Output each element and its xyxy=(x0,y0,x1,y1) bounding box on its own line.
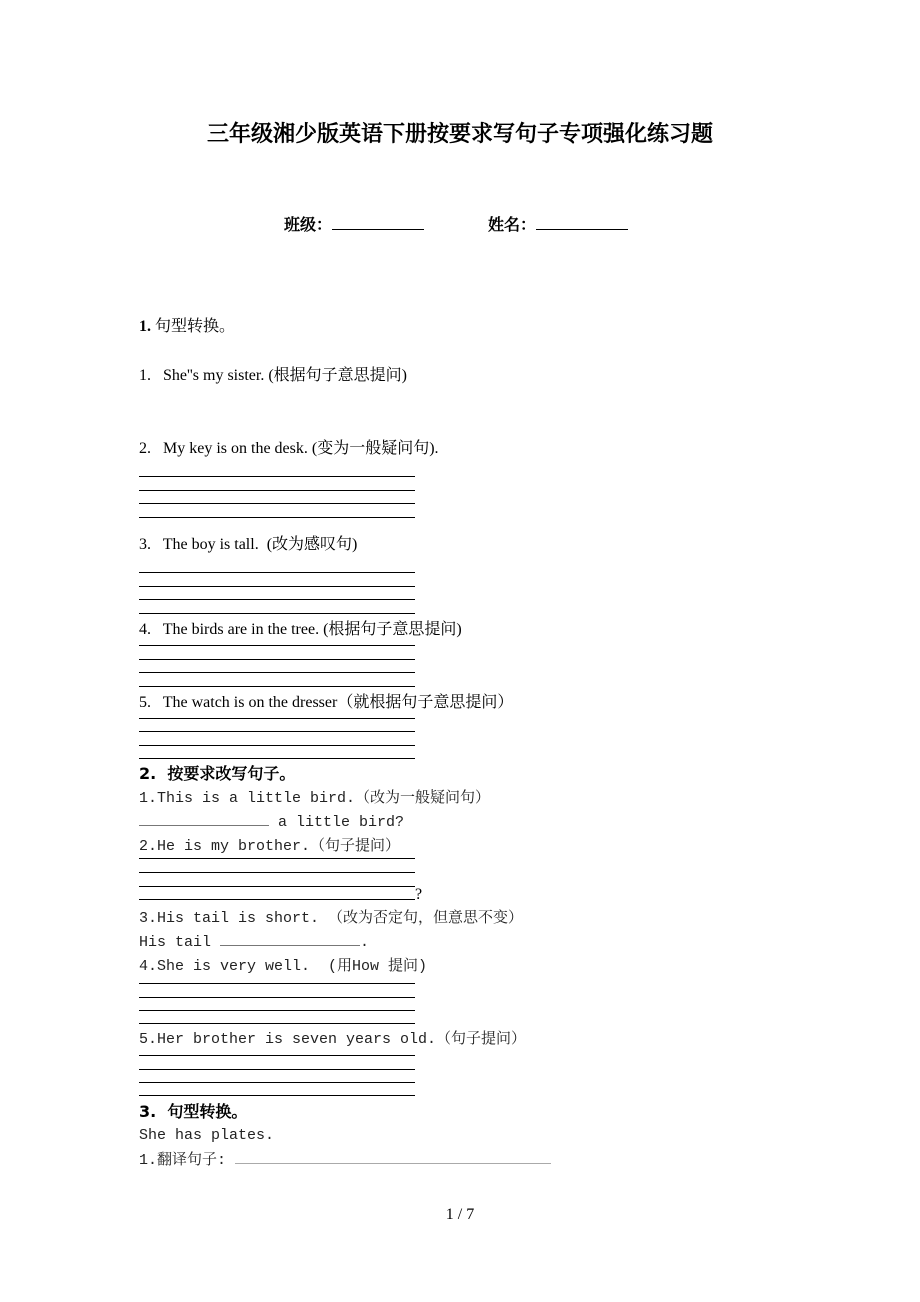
answer-line[interactable] xyxy=(139,599,415,600)
sentence: She has plates. xyxy=(139,1127,275,1144)
answer-line[interactable] xyxy=(139,886,415,887)
question-2-1: 1.This is a little bird.（改为一般疑问句） xyxy=(139,790,491,807)
answer-line[interactable] xyxy=(139,1055,415,1056)
question-2-2: 2.He is my brother.（句子提问） xyxy=(139,838,401,855)
answer-line[interactable] xyxy=(139,672,415,673)
section-2-heading: 2. 按要求改写句子。 xyxy=(139,764,296,783)
answer-line[interactable] xyxy=(139,586,415,587)
answer-blank[interactable] xyxy=(139,825,269,826)
question-label: 1.翻译句子: xyxy=(139,1152,236,1169)
name-label: 姓名： xyxy=(488,215,537,234)
page-number: 1 / 7 xyxy=(445,1206,475,1223)
section-3-heading: 3. 句型转换。 xyxy=(139,1102,248,1121)
answer-line[interactable] xyxy=(139,659,415,660)
answer-line[interactable] xyxy=(139,1095,415,1096)
answer-line[interactable] xyxy=(139,718,415,719)
answer-line[interactable] xyxy=(139,572,415,573)
answer-line[interactable] xyxy=(139,503,415,504)
answer-line[interactable] xyxy=(139,997,415,998)
question-2-3-answer xyxy=(139,935,369,950)
question-1-5: 5. The watch is on the dresser（就根据句子意思提问） xyxy=(139,694,514,711)
question-1-1: 1. She''s my sister. (根据句子意思提问) xyxy=(139,367,407,384)
answer-line[interactable] xyxy=(139,490,415,491)
document-title: 三年级湘少版英语下册按要求写句子专项强化练习题 xyxy=(206,122,713,147)
answer-line[interactable] xyxy=(139,1082,415,1083)
answer-line[interactable] xyxy=(139,899,415,900)
answer-line[interactable] xyxy=(139,758,415,759)
answer-line[interactable] xyxy=(139,858,415,859)
section-number: 1. xyxy=(139,318,151,335)
answer-suffix: a little bird? xyxy=(269,814,405,831)
question-2-3: 3.His tail is short. （改为否定句，但意思不变） xyxy=(139,910,524,927)
answer-line[interactable] xyxy=(139,645,415,646)
answer-line[interactable] xyxy=(139,1069,415,1070)
question-2-4: 4.She is very well. (用How 提问) xyxy=(139,958,428,975)
class-blank[interactable] xyxy=(332,229,424,230)
answer-line[interactable] xyxy=(139,1023,415,1024)
question-2-1-answer xyxy=(139,815,404,830)
answer-line[interactable] xyxy=(139,745,415,746)
answer-line[interactable] xyxy=(139,517,415,518)
answer-prefix: His tail xyxy=(139,934,221,951)
section-title: 句型转换。 xyxy=(155,318,236,335)
answer-line[interactable] xyxy=(139,1010,415,1011)
name-blank[interactable] xyxy=(536,229,628,230)
question-1-4: 4. The birds are in the tree. (根据句子意思提问) xyxy=(139,621,462,638)
class-label: 班级： xyxy=(284,215,333,234)
answer-line[interactable] xyxy=(139,983,415,984)
answer-line[interactable] xyxy=(139,872,415,873)
question-1-3: 3. The boy is tall. (改为感叹句) xyxy=(139,536,358,553)
question-mark: ? xyxy=(415,886,423,903)
answer-blank[interactable] xyxy=(235,1163,551,1164)
answer-period: . xyxy=(360,934,370,951)
answer-line[interactable] xyxy=(139,613,415,614)
answer-line[interactable] xyxy=(139,476,415,477)
section-1-heading xyxy=(139,319,235,335)
class-field xyxy=(284,217,424,233)
question-3-1 xyxy=(139,1153,551,1168)
answer-blank[interactable] xyxy=(220,945,360,946)
question-1-2: 2. My key is on the desk. (变为一般疑问句). xyxy=(139,440,439,457)
answer-line[interactable] xyxy=(139,686,415,687)
name-field xyxy=(488,217,628,233)
answer-line[interactable] xyxy=(139,731,415,732)
question-2-5: 5.Her brother is seven years old.（句子提问） xyxy=(139,1031,527,1048)
